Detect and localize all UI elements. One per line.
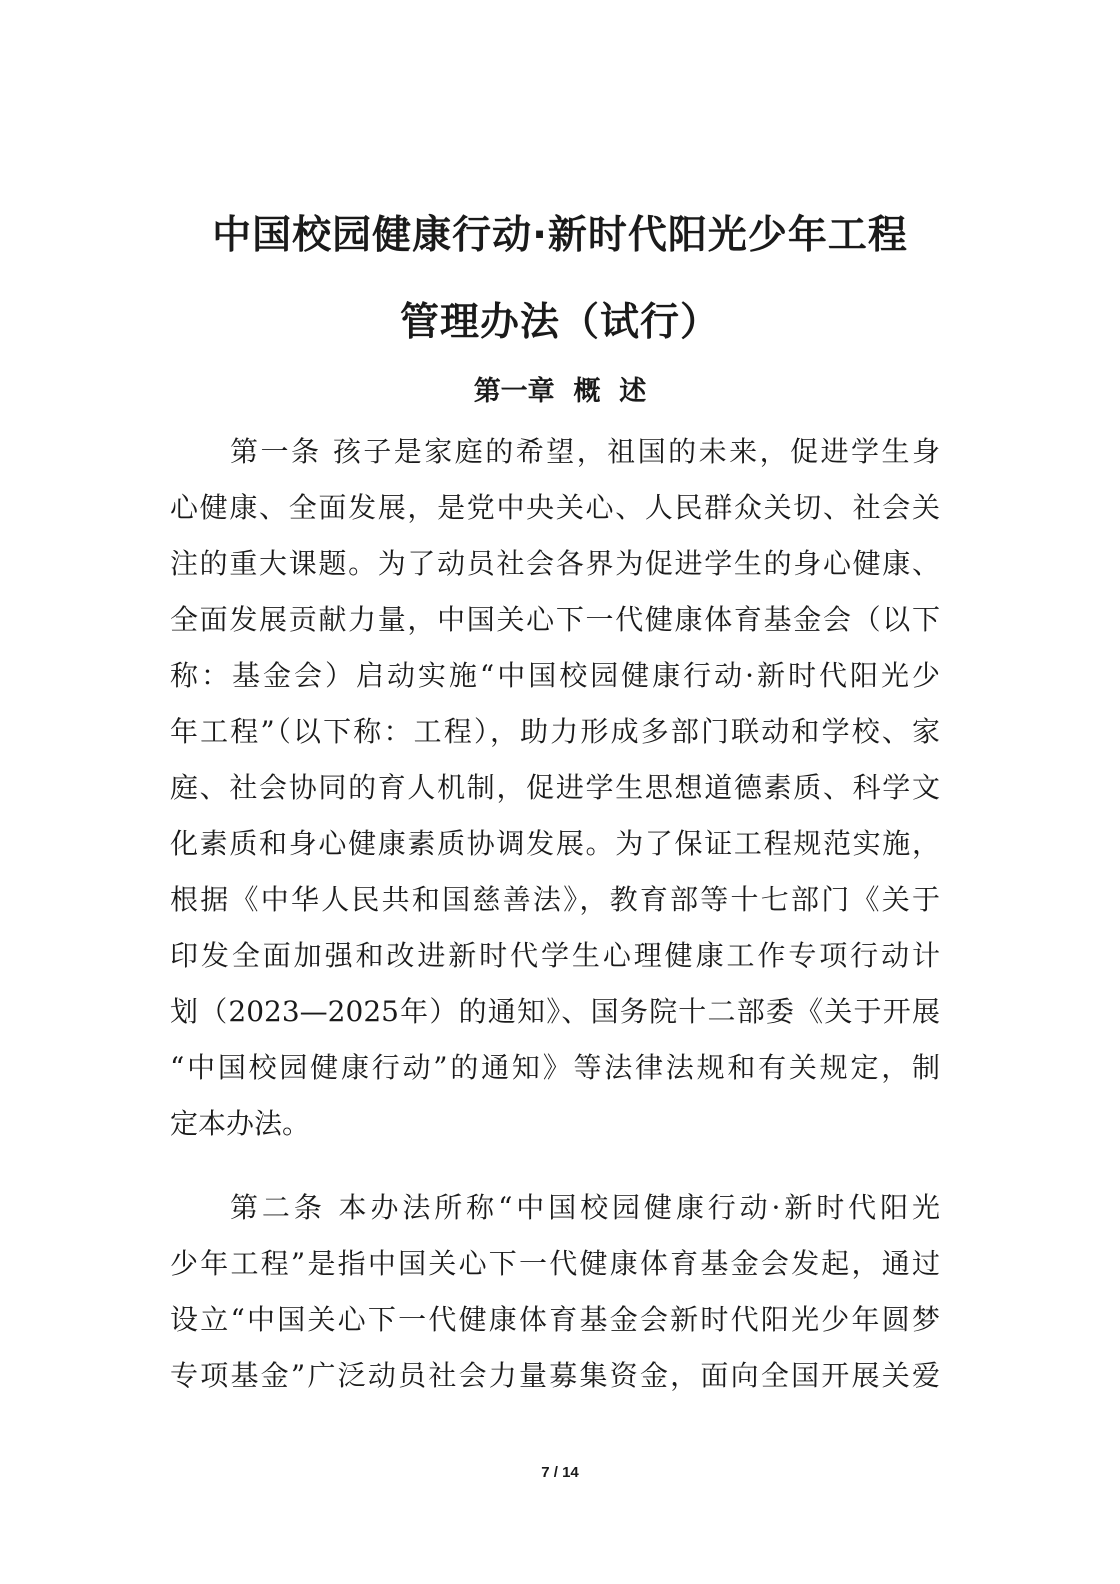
text-line: 称：基金会）启动实施“中国校园健康行动·新时代阳光少 xyxy=(170,659,940,692)
chapter-heading: 第一章 概 述 xyxy=(473,376,647,407)
text-line: 年工程”（以下称：工程），助力形成多部门联动和学校、家 xyxy=(170,715,940,748)
text-line: 根据《中华人民共和国慈善法》，教育部等十七部门《关于 xyxy=(170,883,940,916)
text-line: 划（2023—2025年）的通知》、国务院十二部委《关于开展 xyxy=(170,995,940,1028)
text-line: 注的重大课题。为了动员社会各界为促进学生的身心健康、 xyxy=(170,547,940,580)
text-line: “中国校园健康行动”的通知》等法律法规和有关规定，制 xyxy=(170,1051,940,1084)
text-line: 第一条 孩子是家庭的希望，祖国的未来，促进学生身 xyxy=(230,435,940,468)
text-line: 第二条 本办法所称“中国校园健康行动·新时代阳光 xyxy=(230,1191,940,1224)
text-line: 定本办法。 xyxy=(170,1107,311,1140)
text-line: 专项基金”广泛动员社会力量募集资金，面向全国开展关爱 xyxy=(170,1359,940,1392)
document-title-line-1: 中国校园健康行动·新时代阳光少年工程 xyxy=(212,213,908,258)
document-title-line-2: 管理办法（试行） xyxy=(399,300,720,345)
text-line: 全面发展贡献力量，中国关心下一代健康体育基金会（以下 xyxy=(170,603,940,636)
text-line: 设立“中国关心下一代健康体育基金会新时代阳光少年圆梦 xyxy=(170,1303,940,1336)
text-line: 印发全面加强和改进新时代学生心理健康工作专项行动计 xyxy=(170,939,940,972)
text-line: 庭、社会协同的育人机制，促进学生思想道德素质、科学文 xyxy=(170,771,940,804)
page-number: 7 / 14 xyxy=(541,1464,579,1481)
text-line: 心健康、全面发展，是党中央关心、人民群众关切、社会关 xyxy=(170,491,940,524)
text-line: 少年工程”是指中国关心下一代健康体育基金会发起，通过 xyxy=(170,1247,940,1280)
text-line: 化素质和身心健康素质协调发展。为了保证工程规范实施， xyxy=(170,827,940,860)
